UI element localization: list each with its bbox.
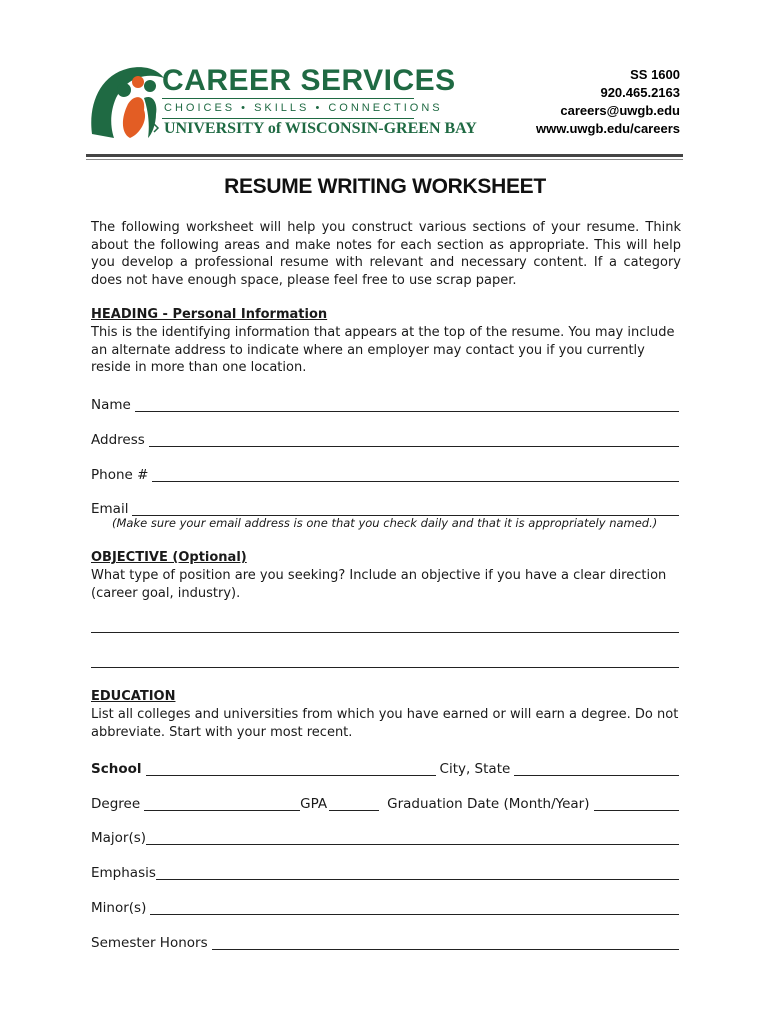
logo-head-left xyxy=(117,83,131,97)
email-note: (Make sure your email address is one that you check daily and that it is appropriately named.) xyxy=(112,516,658,530)
contact-block xyxy=(536,66,680,138)
brand-divider xyxy=(162,98,414,99)
education-section-title: EDUCATION xyxy=(91,689,176,704)
majors-field[interactable] xyxy=(91,828,679,846)
semester-honors-label: Semester Honors xyxy=(91,935,208,951)
school-label: School xyxy=(91,761,142,777)
objective-line-2[interactable] xyxy=(91,667,679,668)
logo-figure-orange xyxy=(123,97,145,138)
graduation-date-label: Graduation Date (Month/Year) xyxy=(387,796,590,812)
degree-line[interactable] xyxy=(144,797,300,811)
name-field[interactable] xyxy=(91,395,679,413)
gpa-line[interactable] xyxy=(329,797,379,811)
email-field[interactable] xyxy=(91,499,679,517)
emphasis-field[interactable] xyxy=(91,863,679,881)
brand-title: CAREER SERVICES xyxy=(162,64,456,97)
logo-arrow-icon xyxy=(154,124,158,132)
brand-university: UNIVERSITY of WISCONSIN-GREEN BAY xyxy=(164,120,477,137)
page-title: RESUME WRITING WORKSHEET xyxy=(224,175,546,198)
degree-label: Degree xyxy=(91,796,141,812)
minors-label: Minor(s) xyxy=(91,900,147,916)
brand-tagline: CHOICES • SKILLS • CONNECTIONS xyxy=(164,102,443,114)
minors-line[interactable] xyxy=(150,901,679,915)
semester-honors-line[interactable] xyxy=(212,936,679,950)
majors-line[interactable] xyxy=(146,831,679,845)
semester-honors-field[interactable] xyxy=(91,933,679,951)
intro-paragraph: The following worksheet will help you construct various sections of your resume. Think about the following areas and make notes for each section as appropriate. This will help you develop a professional resume with relevant and necessary content. If a category does not have enough space, please feel free to use scrap paper. xyxy=(91,220,681,288)
logo-head-right xyxy=(144,80,156,92)
header-divider-thin xyxy=(86,159,683,160)
email-line[interactable] xyxy=(132,502,679,516)
minors-field[interactable] xyxy=(91,898,679,916)
phone-line[interactable] xyxy=(152,468,679,482)
objective-section-title: OBJECTIVE (Optional) xyxy=(91,550,247,565)
school-row[interactable] xyxy=(91,759,679,777)
degree-row[interactable] xyxy=(91,794,679,812)
city-state-line[interactable] xyxy=(514,762,679,776)
phone-label: Phone # xyxy=(91,467,149,483)
emphasis-line[interactable] xyxy=(156,866,679,880)
majors-label: Major(s) xyxy=(91,830,147,846)
heading-section-description: This is the identifying information that appears at the top of the resume. You may include an alternate address to indicate where an employer may contact you if you currently reside in more than one location. xyxy=(91,325,675,375)
city-state-label: City, State xyxy=(439,761,511,777)
contact-email[interactable]: careers@uwgb.edu xyxy=(560,103,680,118)
emphasis-label: Emphasis xyxy=(91,865,156,881)
objective-line-1[interactable] xyxy=(91,632,679,633)
address-field[interactable] xyxy=(91,430,679,448)
header-divider xyxy=(86,154,683,157)
name-line[interactable] xyxy=(135,398,679,412)
brand-divider-lower xyxy=(162,118,414,119)
email-label: Email xyxy=(91,501,129,517)
objective-section-description: What type of position are you seeking? Include an objective if you have a clear direction (career goal, industry). xyxy=(91,568,667,601)
contact-room: SS 1600 xyxy=(630,67,680,82)
contact-phone: 920.465.2163 xyxy=(600,85,680,100)
contact-website[interactable]: www.uwgb.edu/careers xyxy=(535,121,680,136)
graduation-date-line[interactable] xyxy=(594,797,680,811)
education-section-description: List all colleges and universities from which you have earned or will earn a degree. Do not abbreviate. Start with your most recent. xyxy=(91,707,679,740)
gpa-label: GPA xyxy=(300,796,328,812)
school-line[interactable] xyxy=(146,762,436,776)
phone-field[interactable] xyxy=(91,465,679,483)
address-line[interactable] xyxy=(149,433,679,447)
heading-section-title: HEADING - Personal Information xyxy=(91,307,328,322)
name-label: Name xyxy=(91,397,131,413)
logo-head-middle xyxy=(132,76,144,88)
address-label: Address xyxy=(91,432,145,448)
